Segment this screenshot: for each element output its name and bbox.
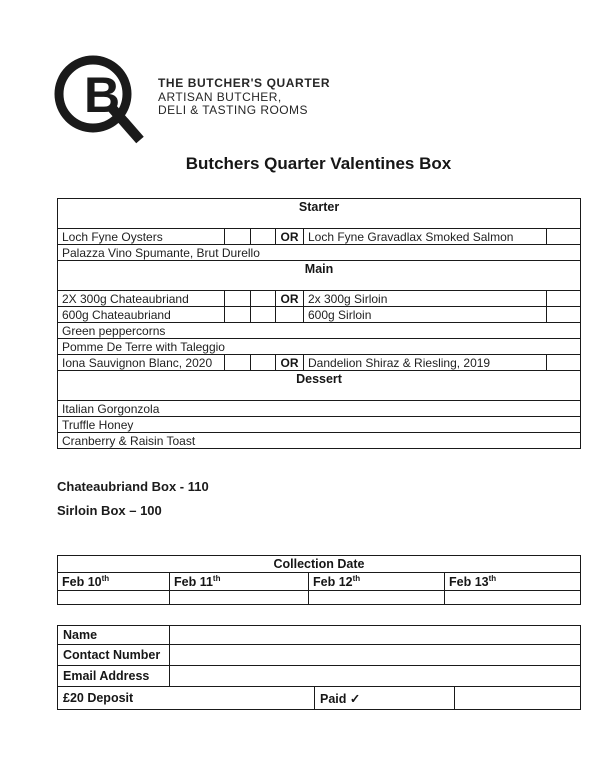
deposit-field[interactable] (455, 687, 581, 710)
menu-item-left: Loch Fyne Oysters (58, 229, 225, 245)
menu-item-right: Loch Fyne Gravadlax Smoked Salmon (304, 229, 547, 245)
page-title: Butchers Quarter Valentines Box (185, 154, 452, 173)
deposit-label: £20 Deposit (58, 687, 315, 710)
date-select-cell[interactable] (309, 591, 445, 605)
choice-box-left[interactable] (225, 355, 251, 371)
menu-item-right: Dandelion Shiraz & Riesling, 2019 (304, 355, 547, 371)
logo-monogram-letter: B (83, 67, 121, 123)
menu-item-full: Pomme De Terre with Taleggio (58, 339, 581, 355)
collection-date-table (57, 555, 581, 605)
date-select-cell[interactable] (58, 591, 170, 605)
collection-date-header: Collection Date (58, 556, 581, 573)
section-header-dessert: Dessert (58, 371, 581, 401)
contact-number-field[interactable] (170, 645, 581, 666)
spacer-cell (251, 355, 276, 371)
email-address-label: Email Address (58, 666, 170, 687)
menu-item-full: Truffle Honey (58, 417, 581, 433)
brand-tagline-2: DELI & TASTING ROOMS (158, 103, 308, 117)
choice-box-right[interactable] (547, 291, 581, 307)
email-address-field[interactable] (170, 666, 581, 687)
date-select-cell[interactable] (170, 591, 309, 605)
spacer-cell (251, 291, 276, 307)
date-feb-13: Feb 13th (445, 573, 581, 591)
contact-details-table (57, 625, 581, 710)
brand-name: THE BUTCHER'S QUARTER (158, 76, 331, 90)
date-feb-12: Feb 12th (309, 573, 445, 591)
choice-box-left[interactable] (225, 291, 251, 307)
menu-item-left: 600g Chateaubriand (58, 307, 225, 323)
brand-text-block (158, 77, 330, 118)
choice-box-right[interactable] (547, 229, 581, 245)
choice-box-right[interactable] (547, 307, 581, 323)
choice-box-left[interactable] (225, 229, 251, 245)
butchers-quarter-logo-icon (54, 51, 146, 147)
menu-item-full: Cranberry & Raisin Toast (58, 433, 581, 449)
name-field[interactable] (170, 626, 581, 645)
menu-item-right: 600g Sirloin (304, 307, 547, 323)
choice-box-left[interactable] (225, 307, 251, 323)
section-header-main: Main (58, 261, 581, 291)
menu-item-full: Green peppercorns (58, 323, 581, 339)
or-label: OR (276, 355, 304, 371)
spacer-cell (251, 307, 276, 323)
menu-item-right: 2x 300g Sirloin (304, 291, 547, 307)
or-label: OR (276, 291, 304, 307)
paid-check-label: Paid ✓ (315, 687, 455, 710)
section-header-starter: Starter (58, 199, 581, 229)
contact-number-label: Contact Number (58, 645, 170, 666)
menu-item-left: 2X 300g Chateaubriand (58, 291, 225, 307)
name-label: Name (58, 626, 170, 645)
or-label (276, 307, 304, 323)
menu-item-full: Italian Gorgonzola (58, 401, 581, 417)
date-feb-11: Feb 11th (170, 573, 309, 591)
menu-item-left: Iona Sauvignon Blanc, 2020 (58, 355, 225, 371)
price-sirloin-box: Sirloin Box – 100 (57, 503, 162, 518)
price-chateaubriand-box: Chateaubriand Box - 110 (57, 479, 209, 494)
spacer-cell (251, 229, 276, 245)
or-label: OR (276, 229, 304, 245)
menu-table (57, 198, 581, 449)
date-select-cell[interactable] (445, 591, 581, 605)
brand-tagline-1: ARTISAN BUTCHER, (158, 89, 282, 104)
choice-box-right[interactable] (547, 355, 581, 371)
menu-item-full: Palazza Vino Spumante, Brut Durello (58, 245, 581, 261)
date-feb-10: Feb 10th (58, 573, 170, 591)
